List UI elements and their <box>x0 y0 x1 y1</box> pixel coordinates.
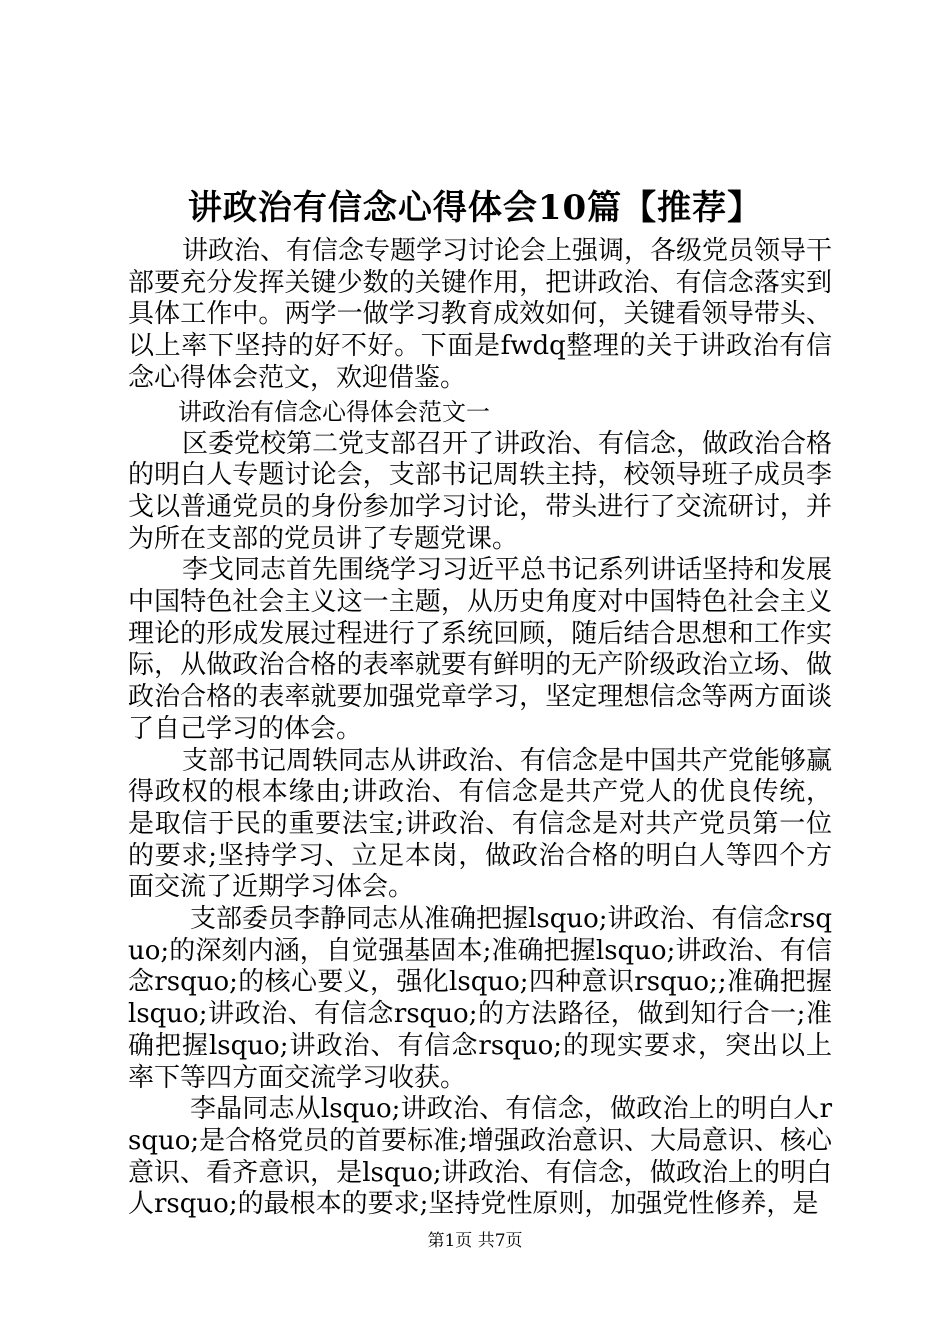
page-footer: 第1页 共7页 <box>427 1231 523 1251</box>
document-body <box>128 236 832 1221</box>
paragraph: 李戈同志首先围绕学习习近平总书记系列讲话坚持和发展中国特色社会主义这一主题，从历史角度对中国特色社会主义理论的形成发展过程进行了系统回顾，随后结合思想和工作实际，从做政治合格的表率就要有鲜明的无产阶级政治立场、做政治合格的表率就要加强党章学习，坚定理想信念等两方面谈了自己学习的体会。 <box>128 555 833 744</box>
section-heading: 讲政治有信念心得体会范文一 <box>178 397 490 426</box>
paragraph: 支部书记周轶同志从讲政治、有信念是中国共产党能够赢得政权的根本缘由;讲政治、有信念是共产党人的优良传统，是取信于民的重要法宝;讲政治、有信念是对共产党员第一位的要求;坚持学习、立足本岗，做政治合格的明白人等四个方面交流了近期学习体会。 <box>128 745 833 903</box>
paragraph: 李晶同志从lsquo;讲政治、有信念，做政治上的明白人rsquo;是合格党员的首要标准;增强政治意识、大局意识、核心意识、看齐意识，是lsquo;讲政治、有信念，做政治上的明白人rsquo;的最根本的要求;坚持党性原则，加强党性修养，是 <box>128 1094 832 1220</box>
paragraph-intro: 讲政治、有信念专题学习讨论会上强调，各级党员领导干部要充分发挥关键少数的关键作用，把讲政治、有信念落实到具体工作中。两学一做学习教育成效如何，关键看领导带头、以上率下坚持的好不好。下面是fwdq整理的关于讲政治有信念心得体会范文，欢迎借鉴。 <box>128 236 833 393</box>
document-title: 讲政治有信念心得体会10篇【推荐】 <box>187 188 763 228</box>
paragraph: 区委党校第二党支部召开了讲政治、有信念，做政治合格的明白人专题讨论会，支部书记周轶主持，校领导班子成员李戈以普通党员的身份参加学习讨论，带头进行了交流研讨，并为所在支部的党员讲了专题党课。 <box>128 428 833 554</box>
paragraph: 支部委员李静同志从准确把握lsquo;讲政治、有信念rsquo;的深刻内涵，自觉强基固本;准确把握lsquo;讲政治、有信念rsquo;的核心要义，强化lsquo;四种意识rsquo;;准确把握lsquo;讲政治、有信念rsquo;的方法路径，做到知行合一;准确把握lsquo;讲政治、有信念rsquo;的现实要求，突出以上率下等四方面交流学习收获。 <box>128 904 832 1093</box>
